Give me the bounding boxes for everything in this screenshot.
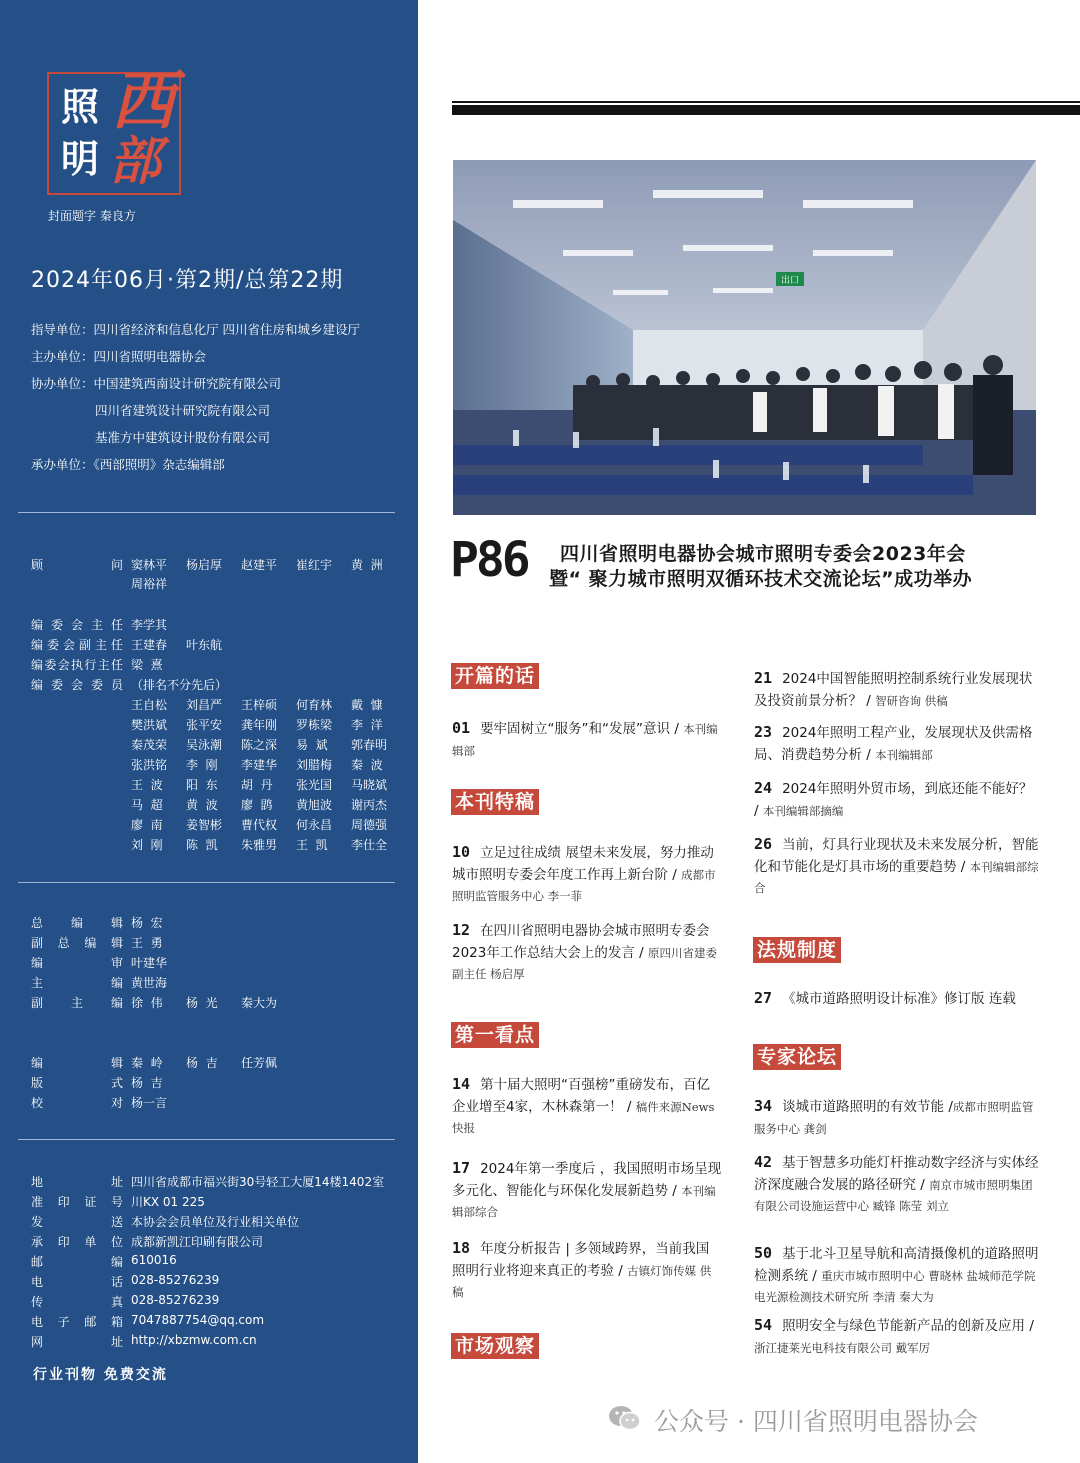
staff-name: 李仕全 — [351, 838, 388, 852]
staff-name: 胡 丹 — [241, 778, 273, 792]
toc-item[interactable] — [754, 834, 1039, 900]
staff-name: 刘 刚 — [131, 838, 163, 852]
toc-byline: 成都市照明监管服务中心 龚剑 — [754, 1100, 1034, 1136]
staff-name: 阳 东 — [186, 778, 218, 792]
staff-name: 戴 慷 — [351, 698, 383, 712]
staff-name: 李 洋 — [351, 718, 383, 732]
staff-name: 刘腊梅 — [296, 758, 333, 772]
organizer-label: 主办单位： — [31, 349, 94, 364]
toc-item[interactable] — [754, 722, 1039, 766]
contact-value: 本协会会员单位及行业相关单位 — [131, 1215, 300, 1229]
staff-name: 张光国 — [296, 778, 333, 792]
staff-role: 副 主 编 — [31, 996, 123, 1010]
contact-value: 川KX 01 225 — [131, 1195, 205, 1209]
organizer-label: 指导单位： — [31, 322, 94, 337]
staff-name: 杨 宏 — [131, 916, 163, 930]
organizer-value: 基准方中建筑设计股份有限公司 — [95, 430, 271, 445]
staff-name: 周德强 — [351, 818, 388, 832]
toc-item[interactable] — [452, 920, 722, 986]
toc-byline: 智研咨询 供稿 — [875, 693, 948, 708]
staff-name: 黄 波 — [186, 798, 218, 812]
organizer-value: 中国建筑西南设计研究院有限公司 — [93, 376, 282, 391]
logo-char: 西 — [111, 64, 175, 139]
conference-photo — [453, 160, 1036, 515]
slogan: 行业刊物 免费交流 — [33, 1367, 168, 1383]
staff-role: 电 子 邮 箱 — [31, 1315, 123, 1329]
toc-byline: 重庆市城市照明中心 曹晓林 盐城师范学院电光源检测技术研究所 李清 秦大为 — [754, 1268, 1036, 1304]
logo-char: 明 — [61, 136, 100, 181]
divider — [18, 1139, 395, 1140]
contact-value: 7047887754@qq.com — [131, 1313, 265, 1327]
staff-name: 秦大为 — [241, 996, 278, 1010]
staff-name: 廖 鹍 — [241, 798, 273, 812]
staff-name: （排名不分先后） — [131, 678, 228, 692]
contact-value: 028-85276239 — [131, 1273, 220, 1287]
toc-item[interactable] — [754, 1152, 1039, 1218]
staff-name: 梁 熹 — [131, 658, 163, 672]
toc-page-number: 21 — [754, 669, 773, 687]
staff-name: 罗栋梁 — [296, 718, 333, 732]
divider — [18, 512, 395, 513]
feature-headline-line2: 暨“ 聚力城市照明双循环技术交流论坛”成功举办 — [549, 568, 973, 590]
staff-role: 校 对 — [31, 1096, 123, 1110]
staff-role: 承 印 单 位 — [31, 1235, 123, 1249]
staff-name: 曹代权 — [241, 818, 278, 832]
toc-page-number: 12 — [452, 921, 471, 939]
staff-name: 秦 岭 — [131, 1056, 163, 1070]
toc-title: 2024年照明工程产业，发展现状及供需格局、消费趋势分析 / — [754, 725, 1033, 763]
toc-byline: 成都市照明监管服务中心 李一菲 — [452, 867, 716, 903]
staff-name: 杨 吉 — [186, 1056, 218, 1070]
toc-item[interactable] — [754, 1096, 1039, 1140]
toc-page-number: 17 — [452, 1159, 471, 1177]
toc-byline: 本刊编辑部综合 — [452, 1183, 716, 1219]
staff-name: 徐 伟 — [131, 996, 163, 1010]
staff-name: 郭春明 — [351, 738, 388, 752]
staff-name: 秦茂荣 — [131, 738, 168, 752]
staff-name: 朱雅男 — [241, 838, 278, 852]
logo-char: 照 — [61, 84, 100, 129]
staff-name: 王自松 — [131, 698, 168, 712]
section-special: 本刊特稿 — [451, 789, 539, 815]
staff-role: 网 址 — [31, 1335, 123, 1349]
exit-sign-text: 出口 — [780, 276, 800, 286]
staff-name: 吴泳潮 — [186, 738, 223, 752]
staff-name: 马 超 — [131, 798, 163, 812]
staff-name: 姜智彬 — [186, 818, 223, 832]
toc-page-number: 26 — [754, 835, 773, 853]
toc-item[interactable] — [754, 778, 1039, 822]
toc-title: 谈城市道路照明的有效节能 / — [782, 1099, 953, 1115]
staff-role: 编 辑 — [31, 1056, 123, 1070]
organizer-value: 四川省照明电器协会 — [93, 349, 207, 364]
staff-role: 电 话 — [31, 1275, 123, 1289]
toc-page-number: 34 — [754, 1097, 773, 1115]
staff-role: 编 委 会 执 行 主 任 — [31, 658, 123, 672]
organizer-row — [31, 347, 206, 365]
toc-title: 2024年照明外贸市场，到底还能不能好？ / — [754, 781, 1033, 819]
toc-title: 要牢固树立“服务”和“发展”意识 / — [480, 721, 684, 737]
staff-name: 任芳佩 — [241, 1056, 278, 1070]
staff-name: 秦 波 — [351, 758, 383, 772]
staff-role: 传 真 — [31, 1295, 123, 1309]
contact-value: http://xbzmw.com.cn — [131, 1333, 257, 1347]
toc-page-number: 10 — [452, 843, 471, 861]
contact-value: 028-85276239 — [131, 1293, 220, 1307]
staff-name: 崔红宇 — [296, 558, 333, 572]
toc-item[interactable] — [452, 1238, 722, 1304]
organizer-row — [95, 428, 270, 446]
staff-name: 王建春 — [131, 638, 168, 652]
staff-role: 编 委 会 主 任 — [31, 618, 123, 632]
staff-name: 易 斌 — [296, 738, 328, 752]
toc-item[interactable] — [452, 718, 722, 762]
staff-name: 张平安 — [186, 718, 223, 732]
organizer-value: 《西部照明》杂志编辑部 — [93, 457, 225, 472]
staff-role: 发 送 — [31, 1215, 123, 1229]
staff-name: 王 凯 — [296, 838, 328, 852]
feature-headline-line1: 四川省照明电器协会城市照明专委会2023年会 — [560, 543, 966, 565]
staff-name: 杨一言 — [131, 1096, 168, 1110]
toc-title: 2024年第一季度后 ，我国照明市场呈现多元化、智能化与环保化发展新趋势 / — [452, 1161, 722, 1199]
organizer-row — [31, 320, 360, 338]
staff-role: 准 印 证 号 — [31, 1195, 123, 1209]
staff-name: 王 波 — [131, 778, 163, 792]
staff-name: 何永昌 — [296, 818, 333, 832]
staff-name: 张洪铭 — [131, 758, 168, 772]
staff-role: 顾 问 — [31, 558, 123, 572]
wechat-icon — [608, 1404, 642, 1432]
staff-name: 王 勇 — [131, 936, 163, 950]
conference-photo-illustration — [453, 160, 1036, 515]
staff-name: 李 刚 — [186, 758, 218, 772]
toc-item[interactable] — [754, 1315, 1039, 1359]
staff-name: 杨 光 — [186, 996, 218, 1010]
staff-name: 刘昌严 — [186, 698, 223, 712]
toc-byline: 本刊编辑部 — [452, 722, 718, 758]
organizer-row — [95, 401, 270, 419]
staff-name: 杨启厚 — [186, 558, 223, 572]
toc-byline: 稿件来源News快报 — [452, 1099, 715, 1135]
toc-item[interactable] — [754, 988, 1039, 1011]
toc-byline: 本刊编辑部综合 — [754, 859, 1039, 895]
staff-name: 赵建平 — [241, 558, 278, 572]
staff-name: 陈之深 — [241, 738, 278, 752]
organizer-label: 承办单位： — [31, 457, 94, 472]
staff-name: 杨 吉 — [131, 1076, 163, 1090]
toc-title: 立足过往成绩 展望未来发展，努力推动城市照明专委会年度工作再上新台阶 / — [452, 845, 714, 883]
issue-line: 2024年06月·第2期/总第22期 — [31, 268, 344, 293]
toc-byline: 浙江捷莱光电科技有限公司 戴军厉 — [754, 1340, 931, 1355]
standing-person — [973, 375, 1013, 475]
toc-byline: 古镇灯饰传媒 供稿 — [452, 1263, 712, 1299]
staff-role: 编 审 — [31, 956, 123, 970]
magazine-logo — [47, 64, 181, 195]
toc-item[interactable] — [754, 668, 1039, 712]
toc-item[interactable] — [452, 842, 722, 908]
toc-byline: 南京市城市照明集团有限公司设施运营中心 臧锋 陈莹 刘立 — [754, 1177, 1033, 1213]
toc-title: 基于北斗卫星导航和高清摄像机的道路照明检测系统 / — [754, 1246, 1039, 1284]
staff-name: 李学其 — [131, 618, 168, 632]
toc-page-number: 54 — [754, 1316, 773, 1334]
contact-value: 610016 — [131, 1253, 177, 1267]
toc-item[interactable] — [452, 1158, 722, 1224]
toc-page-number: 27 — [754, 989, 773, 1007]
toc-title: 2024中国智能照明控制系统行业发展现状及投资前景分析？ / — [754, 671, 1033, 709]
toc-byline: 原四川省建委副主任 杨启厚 — [452, 945, 717, 981]
organizer-label: 协办单位： — [31, 376, 94, 391]
staff-role: 版 式 — [31, 1076, 123, 1090]
staff-name: 黄 洲 — [351, 558, 383, 572]
staff-name: 廖 南 — [131, 818, 163, 832]
staff-role: 主 编 — [31, 976, 123, 990]
toc-item[interactable] — [754, 1243, 1039, 1309]
staff-name: 李建华 — [241, 758, 278, 772]
section-opening: 开篇的话 — [451, 663, 539, 689]
staff-name: 黄世海 — [131, 976, 168, 990]
staff-role: 邮 编 — [31, 1255, 123, 1269]
section-law: 法规制度 — [753, 937, 841, 963]
organizer-value: 四川省建筑设计研究院有限公司 — [95, 403, 271, 418]
staff-name: 王梓硕 — [241, 698, 278, 712]
toc-page-number: 18 — [452, 1239, 471, 1257]
feature-page-code: P86 — [450, 532, 528, 588]
staff-name: 叶建华 — [131, 956, 168, 970]
staff-name: 陈 凯 — [186, 838, 218, 852]
toc-title: 当前，灯具行业现状及未来发展分析，智能化和节能化是灯具市场的重要趋势 / — [754, 837, 1039, 875]
staff-name: 樊洪斌 — [131, 718, 168, 732]
toc-page-number: 50 — [754, 1244, 773, 1262]
staff-name: 周裕祥 — [131, 577, 168, 591]
top-rule-inner-line — [452, 103, 1080, 105]
toc-item[interactable] — [452, 1074, 722, 1140]
toc-page-number: 24 — [754, 779, 773, 797]
toc-title: 年度分析报告 | 多领域跨界，当前我国照明行业将迎来真正的考验 / — [452, 1241, 710, 1279]
toc-title: 第十届大照明“百强榜”重磅发布，百亿企业增至4家，木林森第一！ / — [452, 1077, 711, 1115]
organizer-row — [31, 455, 225, 473]
toc-page-number: 14 — [452, 1075, 471, 1093]
logo-char: 部 — [109, 131, 162, 192]
toc-title: 《城市道路照明设计标准》修订版 连载 — [782, 991, 1016, 1007]
staff-role: 编 委 会 副 主 任 — [31, 638, 123, 652]
toc-page-number: 42 — [754, 1153, 773, 1171]
staff-role: 副 总 编 辑 — [31, 936, 123, 950]
contact-value: 成都新凯江印刷有限公司 — [131, 1235, 264, 1249]
staff-name: 谢丙杰 — [351, 798, 388, 812]
staff-name: 黄旭波 — [296, 798, 333, 812]
section-expert: 专家论坛 — [753, 1044, 841, 1070]
staff-role: 总 编 辑 — [31, 916, 123, 930]
organizer-value: 四川省经济和信息化厅 四川省住房和城乡建设厅 — [93, 322, 360, 337]
divider — [18, 882, 395, 883]
contact-value: 四川省成都市福兴街30号轻工大厦14楼1402室 — [131, 1175, 385, 1189]
toc-page-number: 01 — [452, 719, 471, 737]
staff-role: 编 委 会 委 员 — [31, 678, 123, 692]
staff-name: 窦林平 — [131, 558, 168, 572]
staff-name: 龚年刚 — [241, 718, 278, 732]
toc-byline: 本刊编辑部摘编 — [762, 803, 844, 818]
toc-title: 基于智慧多功能灯杆推动数字经济与实体经济深度融合发展的路径研究 / — [754, 1155, 1039, 1193]
section-market: 市场观察 — [451, 1333, 539, 1359]
section-first-look: 第一看点 — [451, 1022, 539, 1048]
watermark-text: 公众号 · 四川省照明电器协会 — [654, 1407, 978, 1436]
toc-page-number: 23 — [754, 723, 773, 741]
masthead-column — [0, 0, 418, 1463]
toc-title: 照明安全与绿色节能新产品的创新及应用 / — [782, 1318, 1034, 1334]
organizer-row — [31, 374, 281, 392]
toc-byline: 本刊编辑部 — [875, 747, 933, 762]
staff-name: 叶东航 — [186, 638, 223, 652]
cover-credit: 封面题字 秦良方 — [48, 209, 136, 223]
staff-name: 马晓斌 — [351, 778, 388, 792]
staff-role: 地 址 — [31, 1175, 123, 1189]
toc-title: 在四川省照明电器协会城市照明专委会2023年工作总结大会上的发言 / — [452, 923, 710, 961]
staff-name: 何育林 — [296, 698, 333, 712]
